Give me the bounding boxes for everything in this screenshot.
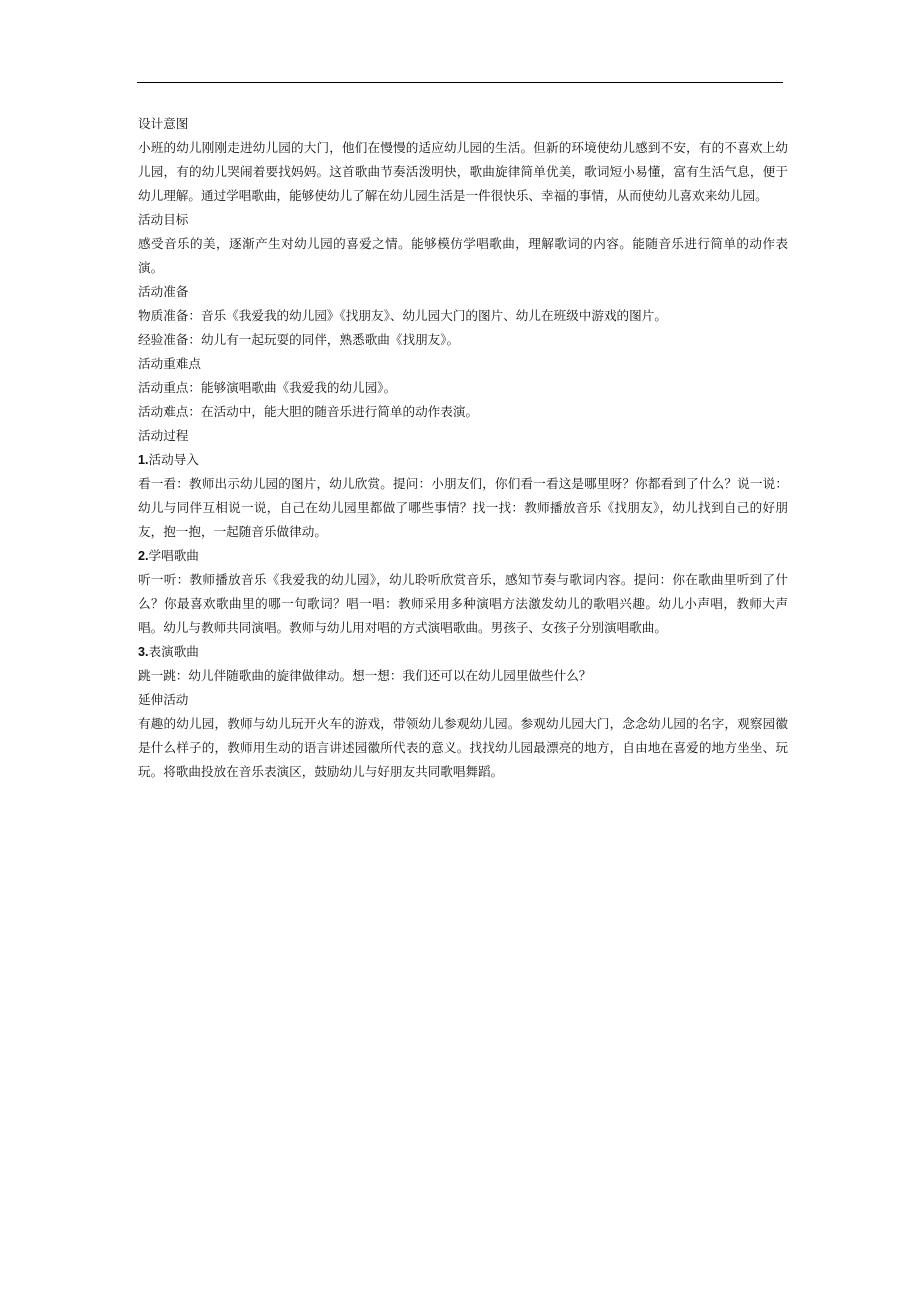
key-point-paragraph: 活动重点：能够演唱歌曲《我爱我的幼儿园》。 [138, 380, 397, 395]
step-heading-learn-song [138, 544, 788, 568]
step-number: 1. [138, 453, 149, 467]
section-heading-design-intent: 设计意图 [138, 116, 189, 131]
section-heading-process: 活动过程 [138, 428, 189, 443]
section-heading-preparation: 活动准备 [138, 284, 189, 299]
difficult-point-paragraph: 活动难点：在活动中，能大胆的随音乐进行简单的动作表演。 [138, 404, 479, 419]
header-rule [137, 82, 783, 83]
step-heading-intro [138, 448, 788, 472]
extension-paragraph: 有趣的幼儿园，教师与幼儿玩开火车的游戏，带领幼儿参观幼儿园。参观幼儿园大门，念念幼儿园的名字，观察园徽是什么样子的，教师用生动的语言讲述园徽所代表的意义。找找幼儿园最漂亮的地方，自由地在喜爱的地方坐坐、玩玩。将歌曲投放在音乐表演区，鼓励幼儿与好朋友共同歌唱舞蹈。 [138, 716, 788, 779]
step-title: 活动导入 [148, 452, 199, 467]
goals-paragraph: 感受音乐的美，逐渐产生对幼儿园的喜爱之情。能够模仿学唱歌曲，理解歌词的内容。能随音乐进行简单的动作表演。 [138, 236, 788, 275]
step-heading-perform [138, 640, 788, 664]
step-title: 表演歌曲 [148, 644, 199, 659]
step-number: 2. [138, 549, 149, 563]
step-number: 3. [138, 645, 149, 659]
document-body [138, 112, 788, 784]
material-preparation-paragraph: 物质准备：音乐《我爱我的幼儿园》《找朋友》、幼儿园大门的图片、幼儿在班级中游戏的图片。 [138, 308, 667, 323]
step-intro-paragraph: 看一看：教师出示幼儿园的图片，幼儿欣赏。提问：小朋友们，你们看一看这是哪里呀？你都看到了什么？说一说：幼儿与同伴互相说一说，自己在幼儿园里都做了哪些事情？找一找：教师播放音乐《找朋友》，幼儿找到自己的好朋友，抱一抱，一起随音乐做律动。 [138, 476, 788, 539]
section-heading-key-points: 活动重难点 [138, 356, 201, 371]
experience-preparation-paragraph: 经验准备：幼儿有一起玩耍的同伴，熟悉歌曲《找朋友》。 [138, 332, 460, 347]
section-heading-goals: 活动目标 [138, 212, 189, 227]
step-title: 学唱歌曲 [148, 548, 199, 563]
step-perform-paragraph: 跳一跳：幼儿伴随歌曲的旋律做律动。想一想：我们还可以在幼儿园里做些什么？ [138, 668, 592, 683]
step-learn-song-paragraph: 听一听：教师播放音乐《我爱我的幼儿园》，幼儿聆听欣赏音乐，感知节奏与歌词内容。提问：你在歌曲里听到了什么？你最喜欢歌曲里的哪一句歌词？唱一唱：教师采用多种演唱方法激发幼儿的歌唱兴趣。幼儿小声唱，教师大声唱。幼儿与教师共同演唱。教师与幼儿用对唱的方式演唱歌曲。男孩子、女孩子分别演唱歌曲。 [138, 572, 788, 635]
section-heading-extension: 延伸活动 [138, 692, 189, 707]
design-intent-paragraph: 小班的幼儿刚刚走进幼儿园的大门，他们在慢慢的适应幼儿园的生活。但新的环境使幼儿感到不安，有的不喜欢上幼儿园，有的幼儿哭闹着要找妈妈。这首歌曲节奏活泼明快，歌曲旋律简单优美，歌词短小易懂，富有生活气息，便于幼儿理解。通过学唱歌曲，能够使幼儿了解在幼儿园生活是一件很快乐、幸福的事情，从而使幼儿喜欢来幼儿园。 [138, 140, 788, 203]
